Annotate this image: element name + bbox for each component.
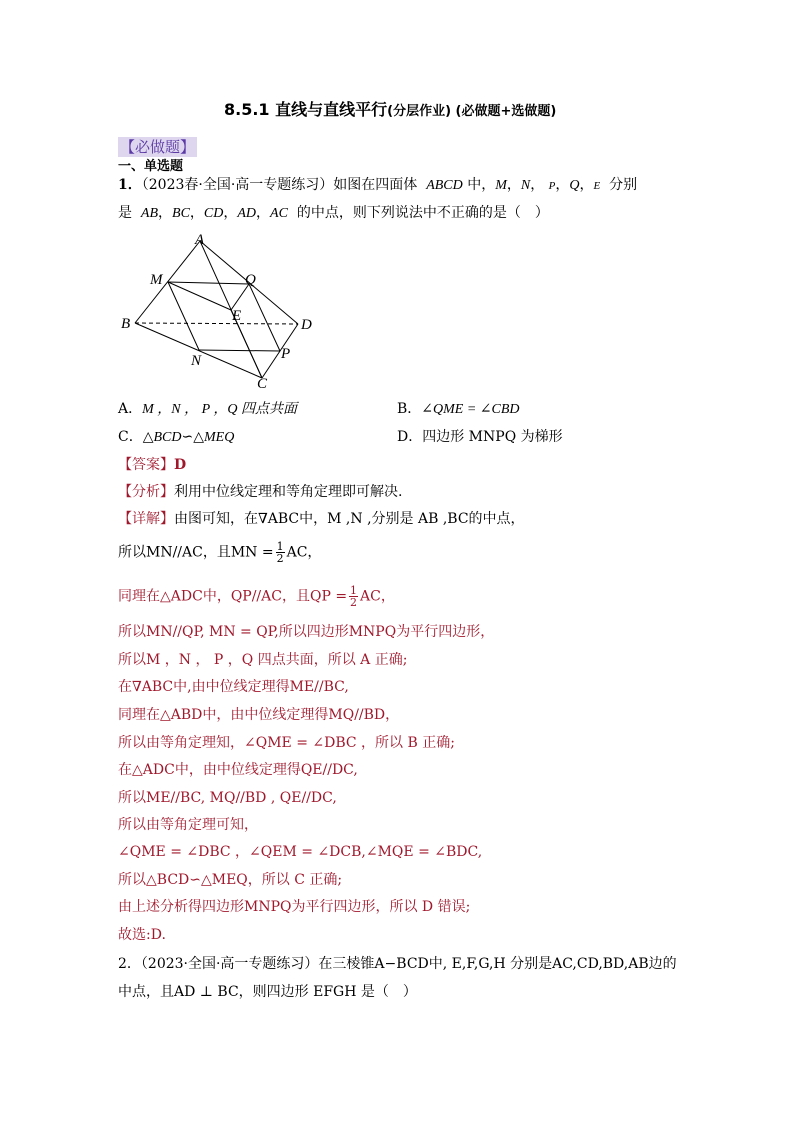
frac-den: 2 [276,552,284,565]
label-d: D [301,317,312,333]
detail-label: 【详解】 [118,511,174,527]
page-title [224,100,556,122]
detail-text-2b: AC， [286,544,322,561]
fraction-half-2 [349,585,358,608]
q1-stem-d: 是 [118,205,132,221]
detail-line-15: 故选:D. [118,927,166,943]
detail-line-6: 在∇ABC中,由中位线定理得ME//BC, [118,679,349,695]
q1-seg-cd: CD [203,206,224,221]
label-a: A [195,232,205,248]
q1-source: （2023春·全国·高一专题练习） [141,177,334,193]
option-d-text: 四边形 MNPQ 为梯形 [422,429,563,445]
q1-point-m: M [495,178,507,193]
q2-stem-line1: 2．（2023·全国·高一专题练习）在三棱锥A−BCD中, E,F,G,H 分别是AC,CD,BD,AB边的 [118,956,677,972]
title-suffix: (分层作业) (必做题+选做题) [387,104,557,119]
part-heading: 一、单选题 [118,159,184,174]
option-d-label: D． [397,429,423,445]
q1-stem-line1: 1．（2023春·全国·高一专题练习）如图在四面体 ABCD 中，M，N， P，Q，E 分别 [118,177,638,193]
q1-stem-b: 中， [467,177,496,193]
detail-line-7: 同理在△ABD中，由中位线定理得MQ//BD， [118,707,400,723]
option-b-label: B． [397,401,422,417]
label-b: B [121,316,131,332]
frac-num: 1 [276,540,284,553]
label-e: E [232,308,242,324]
detail-line-4: 所以MN//QP, MN = QP,所以四边形MNPQ为平行四边形， [118,624,495,640]
option-c-text: △BCD∽△MEQ [142,430,235,445]
fraction-half [276,541,285,564]
q1-seg-ac: AC [270,206,288,221]
detail-text-3a: 同理在△ADC中，QP//AC，且QP = [118,588,348,605]
q1-tetra: ABCD [426,178,463,193]
q1-seg-bc: BC [172,206,190,221]
analysis-line [118,482,402,502]
label-m: M [150,272,163,288]
option-a-label: A． [118,401,143,417]
option-b-text: ∠QME = ∠CBD [421,402,520,417]
q1-point-n: N [520,178,531,193]
q1-seg-ab: AB [140,206,159,221]
detail-line-9: 在△ADC中，由中位线定理得QE//DC, [118,762,358,778]
q1-stem-a: 如图在四面体 [333,177,418,193]
answer-value: D [174,457,187,473]
detail-line-5: 所以M ，N ， P ，Q 四点共面，所以 A 正确; [118,652,408,668]
option-d [397,427,563,447]
detail-text-1: 由图可知，在∇ABC中，M ,N ,分别是 AB ,BC的中点， [174,511,525,527]
detail-line-10: 所以ME//BC, MQ//BD , QE//DC, [118,790,337,806]
detail-line-2 [118,541,321,564]
label-c: C [257,376,268,392]
q1-seg-ad: AD [237,206,257,221]
option-b [397,399,520,420]
q1-number: 1． [118,177,142,193]
q2-stem-line2: 中点，且AD ⊥ BC，则四边形 EFGH 是（ ） [118,984,417,1000]
title-main: 8.5.1 直线与直线平行 [224,100,388,119]
detail-line-14: 由上述分析得四边形MNPQ为平行四边形，所以 D 错误; [118,899,471,915]
section-tag: 【必做题】 [120,138,196,156]
detail-line-12: ∠QME = ∠DBC ，∠QEM = ∠DCB,∠MQE = ∠BDC, [118,844,483,860]
detail-text-2a: 所以MN//AC，且MN = [118,544,274,561]
frac-num-2: 1 [350,584,358,597]
frac-den-2: 2 [350,596,358,609]
label-p: P [281,346,291,362]
q1-stem-e: 的中点，则下列说法中不正确的是（ ） [296,205,549,221]
label-n: N [191,353,202,369]
detail-line-13: 所以△BCD∽△MEQ，所以 C 正确; [118,872,343,888]
detail-text-3b: AC， [360,588,395,605]
q1-point-e: E [593,180,601,192]
q1-point-q: Q [569,178,580,193]
detail-line-8: 所以由等角定理知，∠QME = ∠DBC ，所以 B 正确; [118,735,455,751]
answer-label: 【答案】 [118,457,174,473]
detail-line-1 [118,509,525,529]
label-q: Q [245,272,256,288]
answer-line [118,455,186,475]
q1-stem-c: 分别 [609,177,638,193]
tetrahedron-figure [115,228,325,393]
q1-point-p: P [548,180,556,192]
option-c-label: C． [118,429,143,445]
analysis-text: 利用中位线定理和等角定理即可解决. [174,484,403,500]
option-a-text: M ，N ， P ，Q 四点共面 [142,402,298,417]
detail-line-11: 所以由等角定理可知， [118,817,258,833]
option-a [118,399,297,420]
analysis-label: 【分析】 [118,484,174,500]
q1-stem-line2: 是 AB，BC，CD，AD，AC 的中点，则下列说法中不正确的是（ ） [118,205,549,221]
detail-line-3 [118,585,395,608]
option-c [118,427,234,448]
